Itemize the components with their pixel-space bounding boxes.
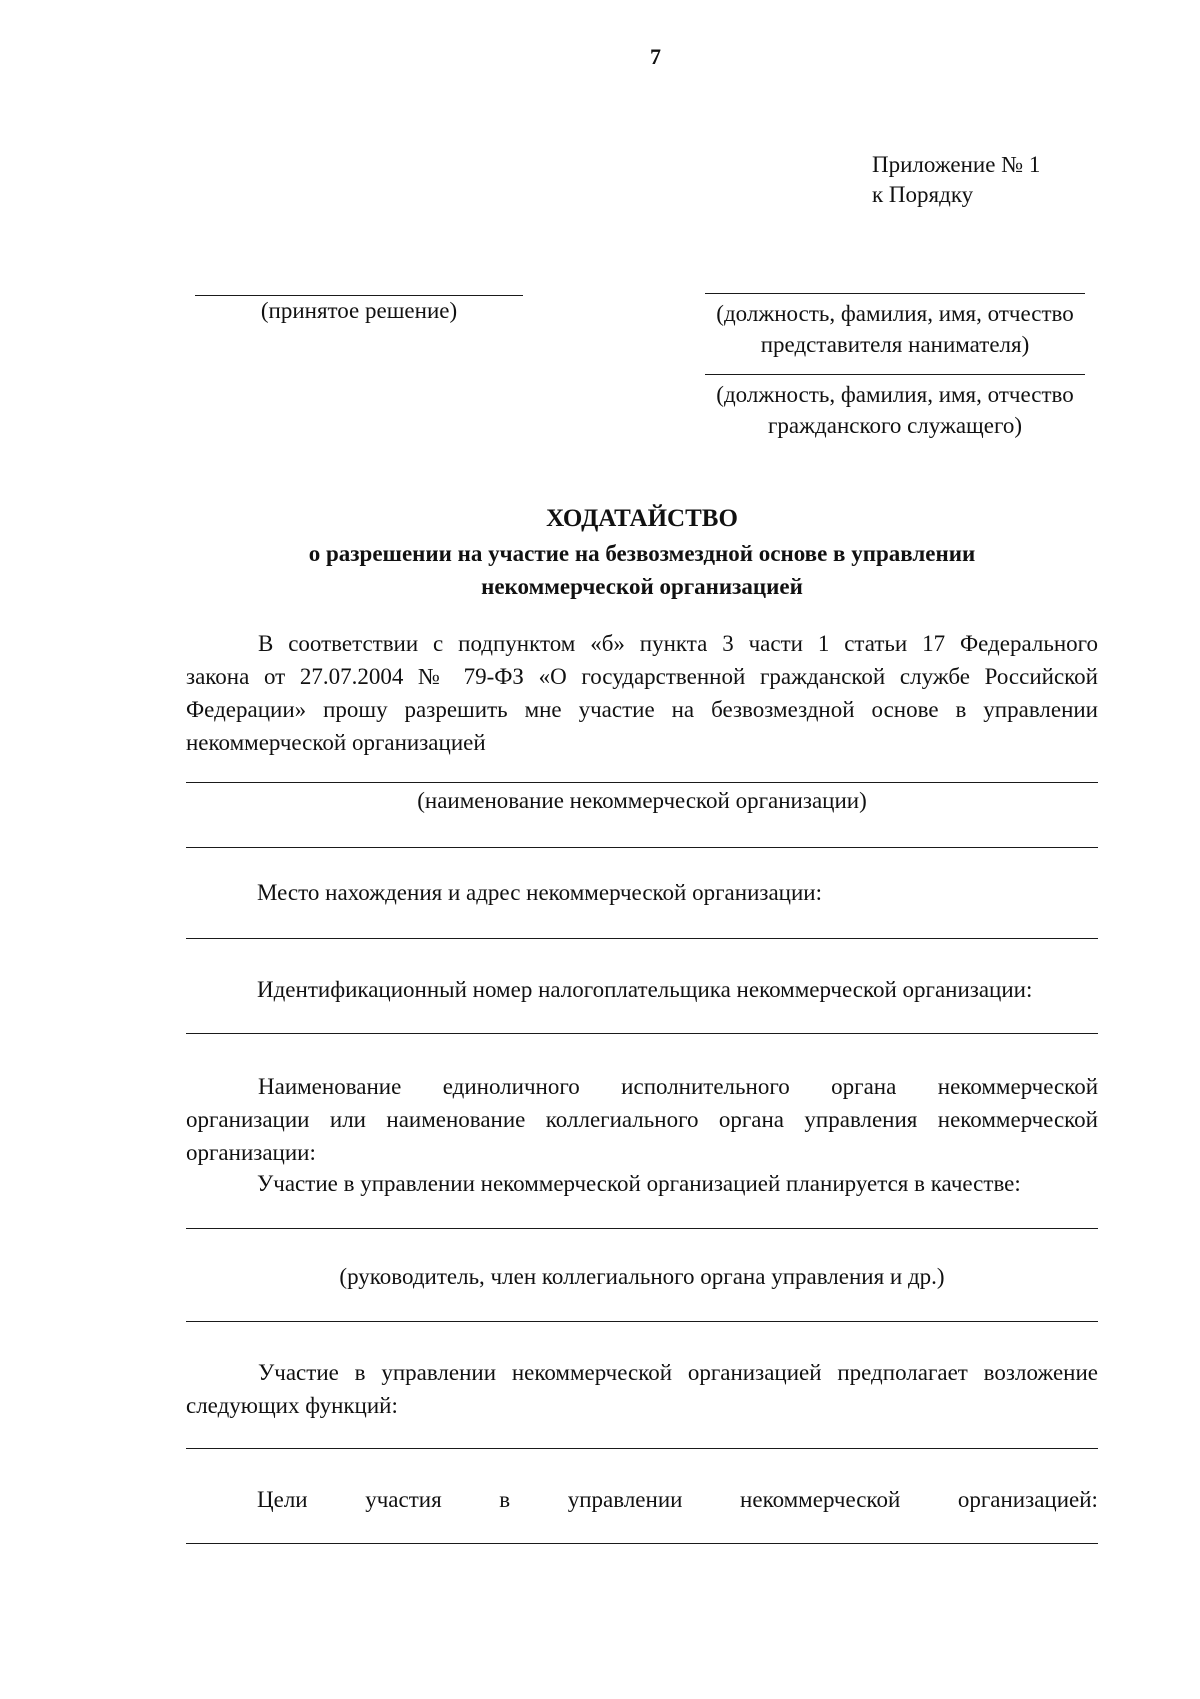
servant-caption	[680, 379, 1110, 441]
functions-line-2: следующих функций:	[186, 1393, 398, 1418]
inn-line[interactable]	[186, 1033, 1098, 1034]
goals-line[interactable]	[186, 1543, 1098, 1544]
goals-word-6: организацией:	[957, 1487, 1098, 1512]
appendix-line-1: Приложение № 1	[872, 152, 1041, 177]
appendix-reference	[872, 150, 1040, 210]
capacity-line[interactable]	[186, 1228, 1098, 1229]
goals-label	[257, 1487, 1098, 1513]
executive-body-line-1: Наименование единоличного исполнительного органа некоммерческой	[258, 1074, 1098, 1099]
functions-line[interactable]	[186, 1448, 1098, 1449]
employer-caption-line-1: (должность, фамилия, имя, отчество	[716, 301, 1074, 326]
goals-word-5: некоммерческой	[740, 1487, 901, 1512]
goals-word-3: в	[499, 1487, 511, 1512]
capacity-label: Участие в управлении некоммерческой организацией планируется в качестве:	[257, 1171, 1021, 1196]
servant-signature-line	[705, 374, 1085, 375]
functions-line-1: Участие в управлении некоммерческой организацией предполагает возложение	[258, 1360, 1098, 1385]
intro-paragraph	[186, 627, 1098, 759]
document-title: ХОДАТАЙСТВО	[546, 505, 738, 532]
document-subtitle-line-1: о разрешении на участие на безвозмездной основе в управлении	[308, 541, 976, 566]
executive-body-paragraph	[186, 1070, 1098, 1169]
org-name-line[interactable]	[186, 782, 1098, 783]
capacity-caption: (руководитель, член коллегиального органа управления и др.)	[339, 1264, 945, 1289]
page-number: 7	[650, 44, 661, 69]
functions-paragraph	[186, 1356, 1098, 1422]
decision-caption: (принятое решение)	[260, 298, 458, 323]
goals-word-2: участия	[365, 1487, 442, 1512]
goals-word-1: Цели	[257, 1487, 308, 1512]
org-name-caption: (наименование некоммерческой организации)	[417, 788, 867, 813]
servant-caption-line-1: (должность, фамилия, имя, отчество	[716, 382, 1074, 407]
org-name-line-2[interactable]	[186, 847, 1098, 848]
document-subtitle	[186, 537, 1098, 603]
executive-body-line-2: организации или наименование коллегиального органа управления некоммерческой	[186, 1107, 1098, 1132]
intro-line-1: В соответствии с подпунктом «б» пункта 3 части 1 статьи 17 Федерального	[258, 631, 1098, 656]
inn-label: Идентификационный номер налогоплательщика некоммерческой организации:	[257, 977, 1033, 1002]
employer-caption	[680, 298, 1110, 360]
executive-body-line-3: организации:	[186, 1140, 316, 1165]
employer-caption-line-2: представителя нанимателя)	[760, 332, 1030, 357]
employer-signature-line	[705, 293, 1085, 294]
intro-line-3: Федерации» прошу разрешить мне участие на безвозмездной основе в управлении	[186, 697, 1098, 722]
intro-line-2: закона от 27.07.2004 № 79-ФЗ «О государственной гражданской службе Российской	[186, 664, 1098, 689]
servant-caption-line-2: гражданского служащего)	[768, 413, 1022, 438]
capacity-line-2[interactable]	[186, 1321, 1098, 1322]
document-subtitle-line-2: некоммерческой организацией	[481, 574, 803, 599]
location-line[interactable]	[186, 938, 1098, 939]
decision-signature-line	[195, 295, 523, 296]
appendix-line-2: к Порядку	[872, 182, 974, 207]
intro-line-4: некоммерческой организацией	[186, 730, 486, 755]
location-label: Место нахождения и адрес некоммерческой организации:	[257, 880, 822, 905]
goals-word-4: управлении	[567, 1487, 683, 1512]
